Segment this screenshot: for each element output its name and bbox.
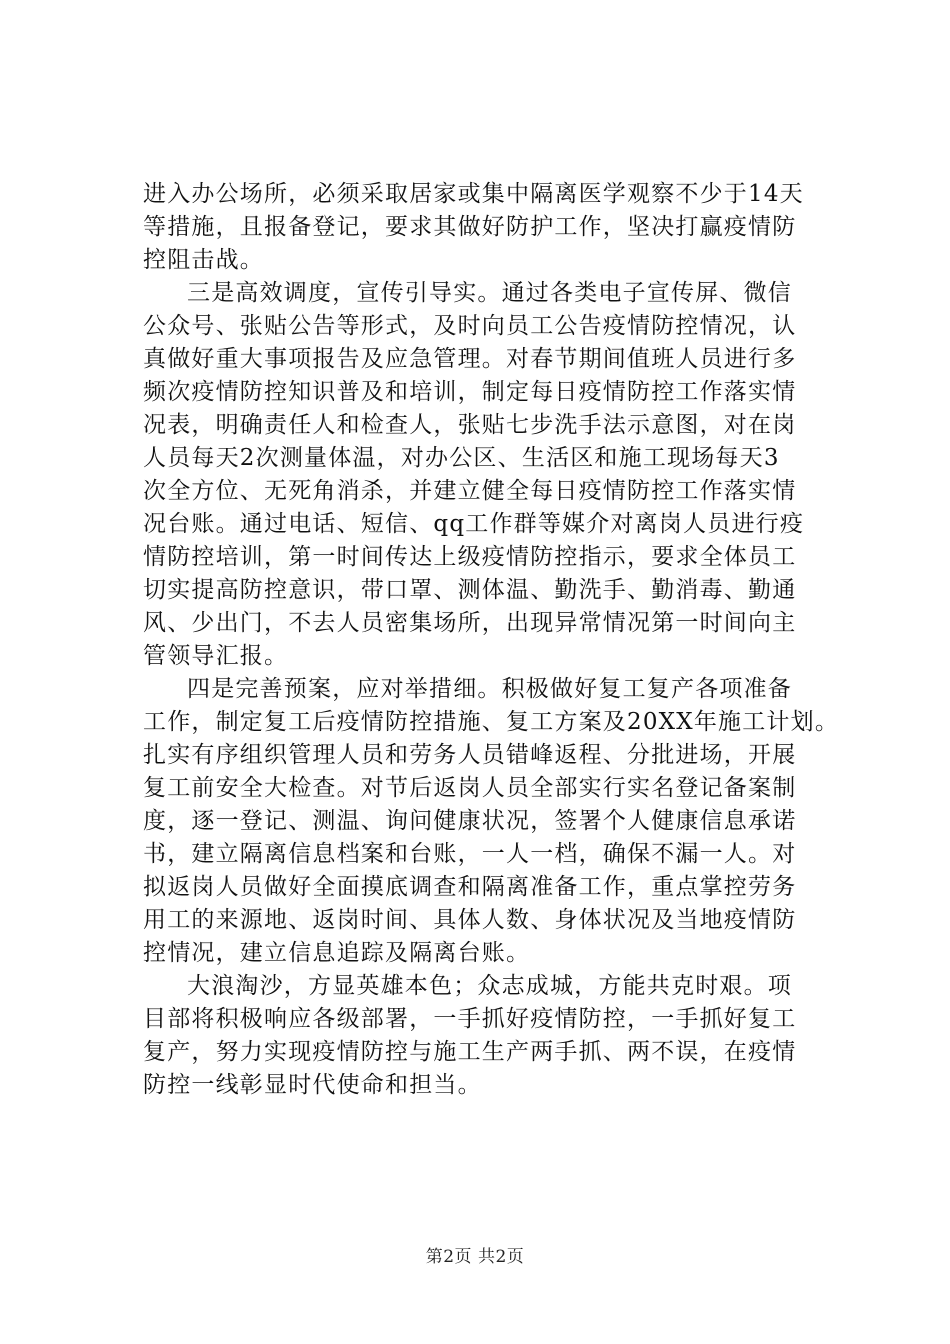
text-line: 拟返岗人员做好全面摸底调查和隔离准备工作，重点掌控劳务 xyxy=(143,874,797,900)
text-line: 目部将积极响应各级部署，一手抓好疫情防控，一手抓好复工 xyxy=(143,1006,797,1032)
text-line: 风、少出门，不去人员密集场所，出现异常情况第一时间向主 xyxy=(143,610,797,636)
text-line: 度，逐一登记、测温、询问健康状况，签署个人健康信息承诺 xyxy=(143,808,797,834)
text-line: 用工的来源地、返岗时间、具体人数、身体状况及当地疫情防 xyxy=(143,907,797,933)
paragraph-start-line: 三是高效调度，宣传引导实。通过各类电子宣传屏、微信 xyxy=(187,280,792,306)
text-line: 复产，努力实现疫情防控与施工生产两手抓、两不误，在疫情 xyxy=(143,1039,797,1065)
text-line: 况表，明确责任人和检查人，张贴七步洗手法示意图，对在岗 xyxy=(143,412,797,438)
text-line: 管领导汇报。 xyxy=(143,643,289,669)
text-line: 人员每天2次测量体温，对办公区、生活区和施工现场每天3 xyxy=(143,445,780,471)
text-line: 真做好重大事项报告及应急管理。对春节期间值班人员进行多 xyxy=(143,346,797,372)
text-line: 控阻击战。 xyxy=(143,247,264,273)
text-line: 情防控培训，第一时间传达上级疫情防控指示，要求全体员工 xyxy=(143,544,797,570)
text-line: 公众号、张贴公告等形式，及时向员工公告疫情防控情况，认 xyxy=(143,313,797,339)
text-line: 切实提高防控意识，带口罩、测体温、勤洗手、勤消毒、勤通 xyxy=(143,577,797,603)
body-text xyxy=(143,178,843,1102)
text-line: 控情况，建立信息追踪及隔离台账。 xyxy=(143,940,531,966)
paragraph-start-line: 四是完善预案，应对举措细。积极做好复工复产各项准备 xyxy=(187,676,792,702)
text-line: 况台账。通过电话、短信、qq工作群等媒介对离岗人员进行疫 xyxy=(143,511,805,537)
text-line: 防控一线彰显时代使命和担当。 xyxy=(143,1072,482,1098)
text-line: 工作，制定复工后疫情防控措施、复工方案及20XX年施工计划。 xyxy=(143,709,840,735)
text-line: 次全方位、无死角消杀，并建立健全每日疫情防控工作落实情 xyxy=(143,478,797,504)
text-line: 扎实有序组织管理人员和劳务人员错峰返程、分批进场，开展 xyxy=(143,742,797,768)
text-line: 书，建立隔离信息档案和台账，一人一档，确保不漏一人。对 xyxy=(143,841,797,867)
text-line: 等措施，且报备登记，要求其做好防护工作，坚决打赢疫情防 xyxy=(143,214,797,240)
text-line: 复工前安全大检查。对节后返岗人员全部实行实名登记备案制 xyxy=(143,775,797,801)
text-line: 进入办公场所，必须采取居家或集中隔离医学观察不少于14天 xyxy=(143,181,804,207)
page-number-footer: 第2页 共2页 xyxy=(425,1247,525,1267)
text-line: 频次疫情防控知识普及和培训，制定每日疫情防控工作落实情 xyxy=(143,379,797,405)
paragraph-start-line: 大浪淘沙，方显英雄本色；众志成城，方能共克时艰。项 xyxy=(187,973,792,999)
